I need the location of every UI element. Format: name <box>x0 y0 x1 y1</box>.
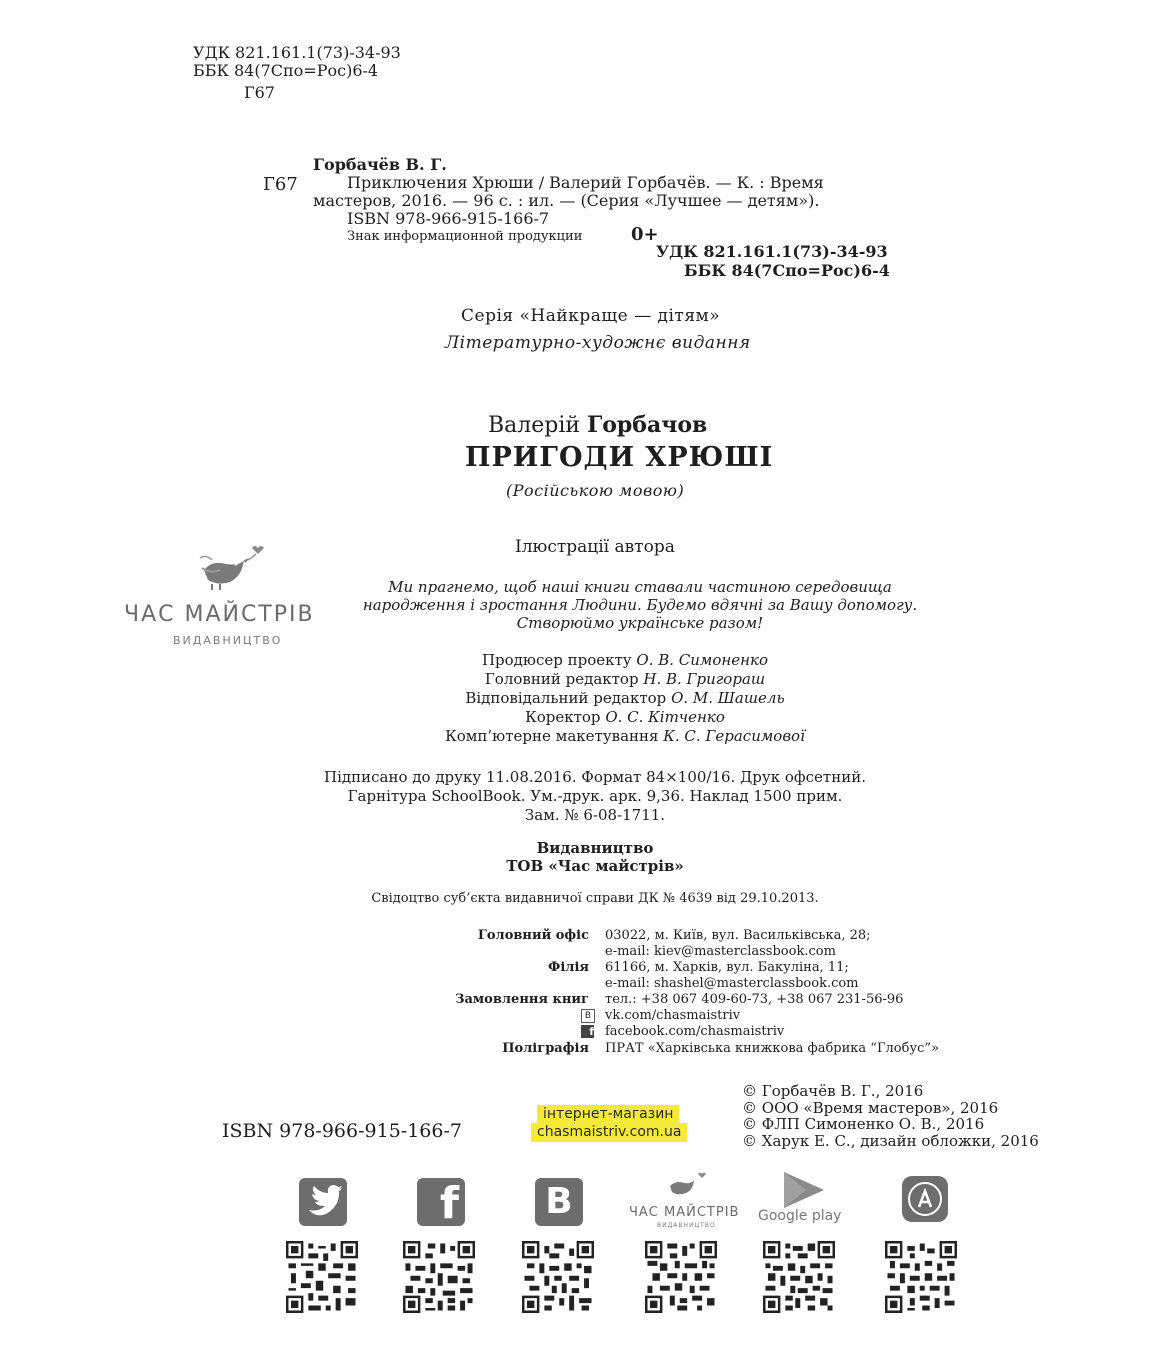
catalog-sign-label: Знак информационной продукции <box>347 229 583 244</box>
edition-type: Літературно-художнє видання <box>445 333 751 353</box>
top-bbk: ББК 84(7Спо=Рос)6-4 <box>193 61 379 80</box>
qr-code-twitter <box>286 1241 358 1313</box>
bottom-isbn: ISBN 978-966-915-166-7 <box>222 1120 462 1142</box>
credit-row: Комп’ютерне макетування К. С. Герасимової <box>445 727 805 745</box>
chas-maistriv-icon[interactable] <box>662 1170 710 1200</box>
copyright-line: © Горбачёв В. Г., 2016 <box>742 1082 924 1100</box>
qr-code-facebook <box>403 1241 475 1313</box>
main-office-email[interactable]: e-mail: kiev@masterclassbook.com <box>605 944 836 959</box>
publisher-logo-bird <box>190 540 270 596</box>
vk-icon[interactable]: B <box>535 1178 583 1226</box>
facebook-icon[interactable]: f <box>417 1178 465 1226</box>
chas-maistriv-label: ЧАС МАЙСТРІВ <box>629 1205 740 1220</box>
qr-code-google-play <box>763 1241 835 1313</box>
branch-email[interactable]: e-mail: shashel@masterclassbook.com <box>605 976 859 991</box>
copyright-line: © ФЛП Симоненко О. В., 2016 <box>742 1115 985 1133</box>
publisher-logo-name: ЧАС МАЙСТРІВ <box>124 602 315 627</box>
orders-label: Замовлення книг <box>455 992 589 1007</box>
copyright-block <box>742 1083 1039 1149</box>
shop-label: інтернет-магазин <box>537 1105 679 1124</box>
copyright-line: © Харук Е. С., дизайн обложки, 2016 <box>742 1131 1039 1150</box>
app-store-icon[interactable] <box>902 1176 948 1222</box>
printing-value: ПРАТ «Харківська книжкова фабрика “Глобус”» <box>605 1041 939 1056</box>
printing-label: Поліграфія <box>502 1041 589 1056</box>
author-first-name: Валерій <box>488 413 581 438</box>
print-info <box>300 768 890 825</box>
mission-line: народження і зростання Людини. Будемо вдячні за Вашу допомогу. <box>362 596 918 614</box>
vk-icon: B <box>581 1009 595 1023</box>
author-last-name: Горбачов <box>587 412 708 438</box>
google-play-icon[interactable] <box>780 1170 828 1210</box>
series-line: Серія «Найкраще — дітям» <box>461 306 721 326</box>
google-play-label: Google play <box>758 1208 842 1224</box>
publisher-certificate: Свідоцтво суб’єкта видавничої справи ДК № 4639 від 29.10.2013. <box>371 891 819 906</box>
copyright-line: © ООО «Время мастеров», 2016 <box>742 1098 999 1117</box>
catalog-sign-value: 0+ <box>631 224 659 245</box>
branch-label: Філія <box>548 960 589 975</box>
illustrations-credit: Ілюстрації автора <box>515 537 675 557</box>
credit-row: Продюсер проекту О. В. Симоненко <box>481 651 769 669</box>
book-title: ПРИГОДИ ХРЮШІ <box>465 442 774 473</box>
qr-code-vk <box>522 1241 594 1313</box>
chas-maistriv-sublabel: ВИДАВНИЦТВО <box>657 1222 716 1229</box>
print-info-line: Гарнітура SchoolBook. Ум.-друк. арк. 9,36. Наклад 1500 прим. <box>347 787 843 805</box>
mission-line: Створюймо українське разом! <box>516 614 764 632</box>
mission-line: Ми прагнемо, щоб наші книги ставали частиною середовища <box>388 578 892 596</box>
author-name <box>488 412 707 438</box>
top-code: Г67 <box>244 83 275 102</box>
print-info-line: Зам. № 6-08-1711. <box>524 806 666 824</box>
main-office-address: 03022, м. Київ, вул. Васильківська, 28; <box>605 928 871 943</box>
catalog-line1: Приключения Хрюши / Валерий Горбачёв. — К. : Время <box>347 173 824 192</box>
publisher-name: Видавництво ТОВ «Час майстрів» <box>506 839 684 875</box>
catalog-isbn: ISBN 978-966-915-166-7 <box>347 209 550 228</box>
publisher-logo-subtitle: ВИДАВНИЦТВО <box>173 634 283 647</box>
book-language: (Російською мовою) <box>506 481 685 500</box>
catalog-code: Г67 <box>263 174 298 195</box>
facebook-link[interactable]: facebook.com/chasmaistriv <box>605 1024 785 1039</box>
qr-code-chas-maistriv <box>645 1241 717 1313</box>
catalog-line2: мастеров, 2016. — 96 с. : ил. — (Серия «Лучшее — детям»). <box>313 191 820 210</box>
credits-block <box>380 651 870 746</box>
vk-link[interactable]: vk.com/chasmaistriv <box>605 1008 741 1023</box>
qr-code-app-store <box>885 1241 957 1313</box>
catalog-author: Горбачёв В. Г. <box>313 155 447 174</box>
catalog-bbk: ББК 84(7Спо=Рос)6-4 <box>684 261 890 280</box>
credit-row: Відповідальний редактор О. М. Шашель <box>465 689 785 707</box>
bird-icon <box>190 540 270 596</box>
main-office-label: Головний офіс <box>477 928 589 943</box>
orders-phone: тел.: +38 067 409-60-73, +38 067 231-56-96 <box>605 992 904 1007</box>
branch-address: 61166, м. Харків, вул. Бакуліна, 11; <box>605 960 849 975</box>
facebook-icon: f <box>581 1025 594 1038</box>
top-udk: УДК 821.161.1(73)-34-93 <box>193 43 401 62</box>
catalog-udk: УДК 821.161.1(73)-34-93 <box>656 242 888 261</box>
credit-row: Коректор О. С. Кітченко <box>525 708 725 726</box>
print-info-line: Підписано до друку 11.08.2016. Формат 84×100/16. Друк офсетний. <box>324 768 866 786</box>
credit-row: Головний редактор Н. В. Григораш <box>484 670 766 688</box>
shop-link[interactable]: chasmaistriv.com.ua <box>531 1123 687 1142</box>
twitter-icon[interactable] <box>299 1178 347 1226</box>
mission-statement <box>340 578 940 632</box>
